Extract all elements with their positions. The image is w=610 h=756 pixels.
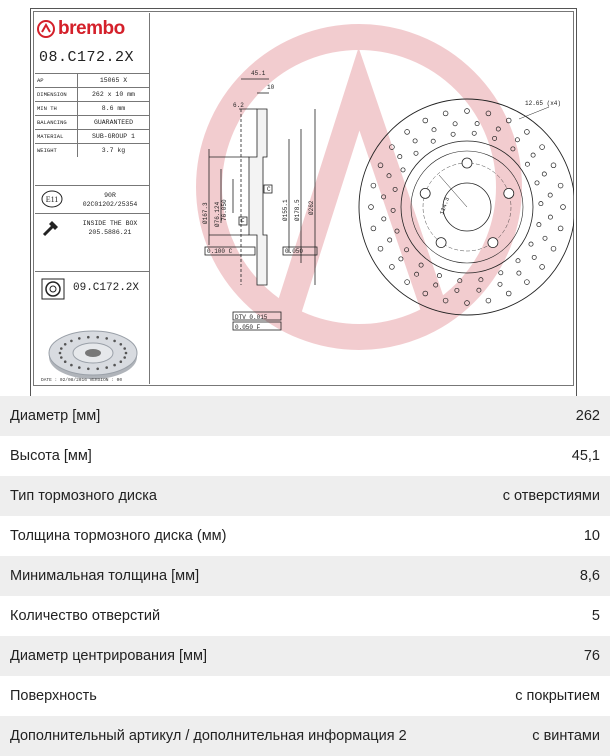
spec-row (35, 144, 149, 158)
stud-hole (436, 238, 446, 248)
cross-hole (399, 257, 403, 261)
property-value: 8,6 (579, 568, 600, 584)
inside-box-part: 205.5886.21 (88, 229, 132, 236)
photo-hole (60, 356, 63, 359)
technical-drawing (30, 8, 577, 397)
properties-table (0, 396, 610, 756)
cross-hole (475, 122, 479, 126)
stud-hole (488, 238, 498, 248)
property-label: Высота [мм] (10, 448, 92, 464)
property-value: 262 (575, 408, 600, 424)
photo-hole (87, 368, 90, 371)
property-row (0, 516, 610, 556)
cross-hole (535, 181, 539, 185)
cross-hole (525, 280, 530, 285)
cross-hole (525, 162, 529, 166)
alt-part-block (35, 271, 149, 306)
cross-hole (453, 122, 457, 126)
spec-row (35, 102, 149, 116)
cross-hole (548, 215, 552, 219)
property-label: Количество отверстий (10, 608, 161, 624)
brand-name: brembo (58, 18, 125, 39)
cross-hole (371, 226, 376, 231)
cross-hole (531, 153, 535, 157)
cross-hole (529, 242, 533, 246)
dim-height: 45.1 (251, 70, 266, 77)
cross-hole (431, 139, 435, 143)
approval-number: 02C01202/25354 (82, 201, 138, 208)
property-label: Дополнительный артикул / дополнительная информация 2 (10, 728, 407, 744)
spec-key: WEIGHT (35, 144, 78, 158)
spec-key: DIMENSION (35, 88, 78, 102)
stud-hole (504, 188, 514, 198)
cross-hole (443, 111, 448, 116)
cross-hole (405, 130, 410, 135)
spec-value: 262 x 10 mm (78, 88, 150, 102)
cross-hole (537, 223, 541, 227)
photo-hole (70, 340, 73, 343)
cross-hole (486, 298, 491, 303)
cross-hole (548, 193, 552, 197)
spec-row (35, 116, 149, 130)
spec-value: 3.7 kg (78, 144, 150, 158)
disc-drawing (149, 9, 574, 396)
property-row (0, 476, 610, 516)
cross-hole (401, 168, 405, 172)
cross-hole (525, 130, 530, 135)
spec-value: GUARANTEED (78, 116, 150, 130)
approval-code: 90R (104, 192, 116, 199)
properties-body (0, 396, 610, 756)
dim-pcd: 114.3 (438, 196, 452, 216)
dim-holes: 12.65 (x4) (525, 100, 562, 107)
box-contents-block (35, 213, 149, 242)
cross-hole (515, 138, 519, 142)
photo-hole (64, 343, 67, 346)
spec-row (35, 130, 149, 144)
cross-hole (382, 217, 386, 221)
screw-icon (41, 218, 61, 238)
cross-hole (413, 139, 417, 143)
date-version: DATE : 02/08/2016 VERSION : 00 (41, 378, 123, 383)
property-label: Диаметр центрирования [мм] (10, 648, 208, 664)
spec-key: MIN TH (35, 102, 78, 116)
e11-approval-icon (41, 190, 63, 208)
property-row (0, 436, 610, 476)
property-row (0, 556, 610, 596)
photo-hole (78, 366, 81, 369)
tol-dtv: DTV 0.015 (235, 314, 268, 321)
cross-hole (539, 202, 543, 206)
property-row (0, 596, 610, 636)
cross-hole (465, 109, 470, 114)
cross-hole (369, 205, 374, 210)
inside-box-label: INSIDE THE BOX (82, 220, 138, 227)
cross-hole (558, 183, 563, 188)
spec-key: MATERIAL (35, 130, 78, 144)
photo-hole (105, 366, 108, 369)
cross-hole (540, 145, 545, 150)
photo-hole (96, 336, 99, 339)
disc-photo (45, 323, 141, 383)
photo-hole (59, 352, 62, 355)
tol-flatness: 0.050 (285, 248, 304, 255)
photo-hole (113, 340, 116, 343)
cross-hole (432, 128, 436, 132)
property-value: с отверстиями (502, 488, 600, 504)
cross-hole (551, 163, 556, 168)
property-label: Толщина тормозного диска (мм) (10, 528, 227, 544)
dim-d76050: 76.050 (221, 199, 228, 221)
photo-hole (87, 336, 90, 339)
cross-hole (423, 118, 428, 123)
cross-hole (516, 259, 520, 263)
approval-block (35, 185, 149, 214)
datum-c: C (267, 186, 271, 193)
dim-d1551: Ø155.1 (282, 199, 289, 221)
cross-hole (532, 255, 536, 259)
cross-hole (414, 151, 418, 155)
cross-hole (371, 183, 376, 188)
alt-part-number: 09.C172.2X (73, 282, 140, 294)
spec-table (35, 73, 149, 157)
cross-hole (378, 246, 383, 251)
spec-value: SUB-GROUP 1 (78, 130, 150, 144)
spec-key: AP (35, 74, 78, 88)
property-row (0, 716, 610, 756)
e11-label: E11 (45, 195, 59, 204)
stud-hole (462, 158, 472, 168)
cross-hole (437, 274, 441, 278)
property-value: с винтами (532, 728, 600, 744)
photo-hole (64, 360, 67, 363)
tol-runout: 0.100 C (207, 248, 233, 255)
photo-hole (113, 364, 116, 367)
spec-value: 8.6 mm (78, 102, 150, 116)
spec-key: BALANCING (35, 116, 78, 130)
property-value: 10 (583, 528, 600, 544)
cross-hole (540, 265, 545, 270)
tol-parallel: 0.050 F (235, 324, 261, 331)
dim-thickness: 10 (267, 84, 275, 91)
part-number: 08.C172.2X (39, 49, 135, 66)
disc-pair-icon (41, 278, 65, 300)
cross-hole (388, 238, 392, 242)
photo-hole (123, 347, 126, 350)
photo-hole (96, 368, 99, 371)
property-row (0, 636, 610, 676)
photo-hole (78, 337, 81, 340)
photo-hole (105, 337, 108, 340)
property-row (0, 676, 610, 716)
dim-d1673: Ø167.3 (202, 202, 209, 224)
spec-panel (35, 13, 150, 384)
cross-hole (398, 155, 402, 159)
cross-hole (517, 271, 521, 275)
photo-hole (120, 360, 123, 363)
photo-hole (123, 356, 126, 359)
photo-hole (125, 352, 128, 355)
dim-d76124: Ø76.124 (214, 201, 221, 227)
cross-hole (542, 172, 546, 176)
dim-hat: 6.2 (233, 102, 244, 109)
property-value: 76 (583, 648, 600, 664)
cross-hole (499, 271, 503, 275)
cross-hole (558, 226, 563, 231)
spec-value: 15065 X (78, 74, 150, 88)
spec-row (35, 88, 149, 102)
cross-hole (472, 131, 476, 135)
brand-logo (37, 15, 147, 43)
spec-row (35, 74, 149, 88)
property-value: 45,1 (571, 448, 600, 464)
property-value: 5 (591, 608, 600, 624)
brembo-mark-icon (37, 20, 55, 38)
cross-hole (551, 246, 556, 251)
property-row (0, 396, 610, 436)
property-value: с покрытием (515, 688, 600, 704)
photo-hole (60, 347, 63, 350)
cross-hole (405, 280, 410, 285)
cross-hole (390, 265, 395, 270)
dim-d262: Ø262 (308, 200, 315, 215)
cross-hole (543, 236, 547, 240)
property-label: Минимальная толщина [мм] (10, 568, 200, 584)
dim-d1785: Ø178.5 (294, 199, 301, 221)
cross-hole (451, 132, 455, 136)
property-label: Диаметр [мм] (10, 408, 101, 424)
cross-hole (498, 282, 502, 286)
cross-hole (506, 291, 511, 296)
datum-f: F (241, 218, 245, 225)
photo-hole (120, 343, 123, 346)
property-label: Тип тормозного диска (10, 488, 157, 504)
stud-hole (420, 188, 430, 198)
photo-hole (70, 364, 73, 367)
property-label: Поверхность (10, 688, 97, 704)
cross-hole (561, 205, 566, 210)
